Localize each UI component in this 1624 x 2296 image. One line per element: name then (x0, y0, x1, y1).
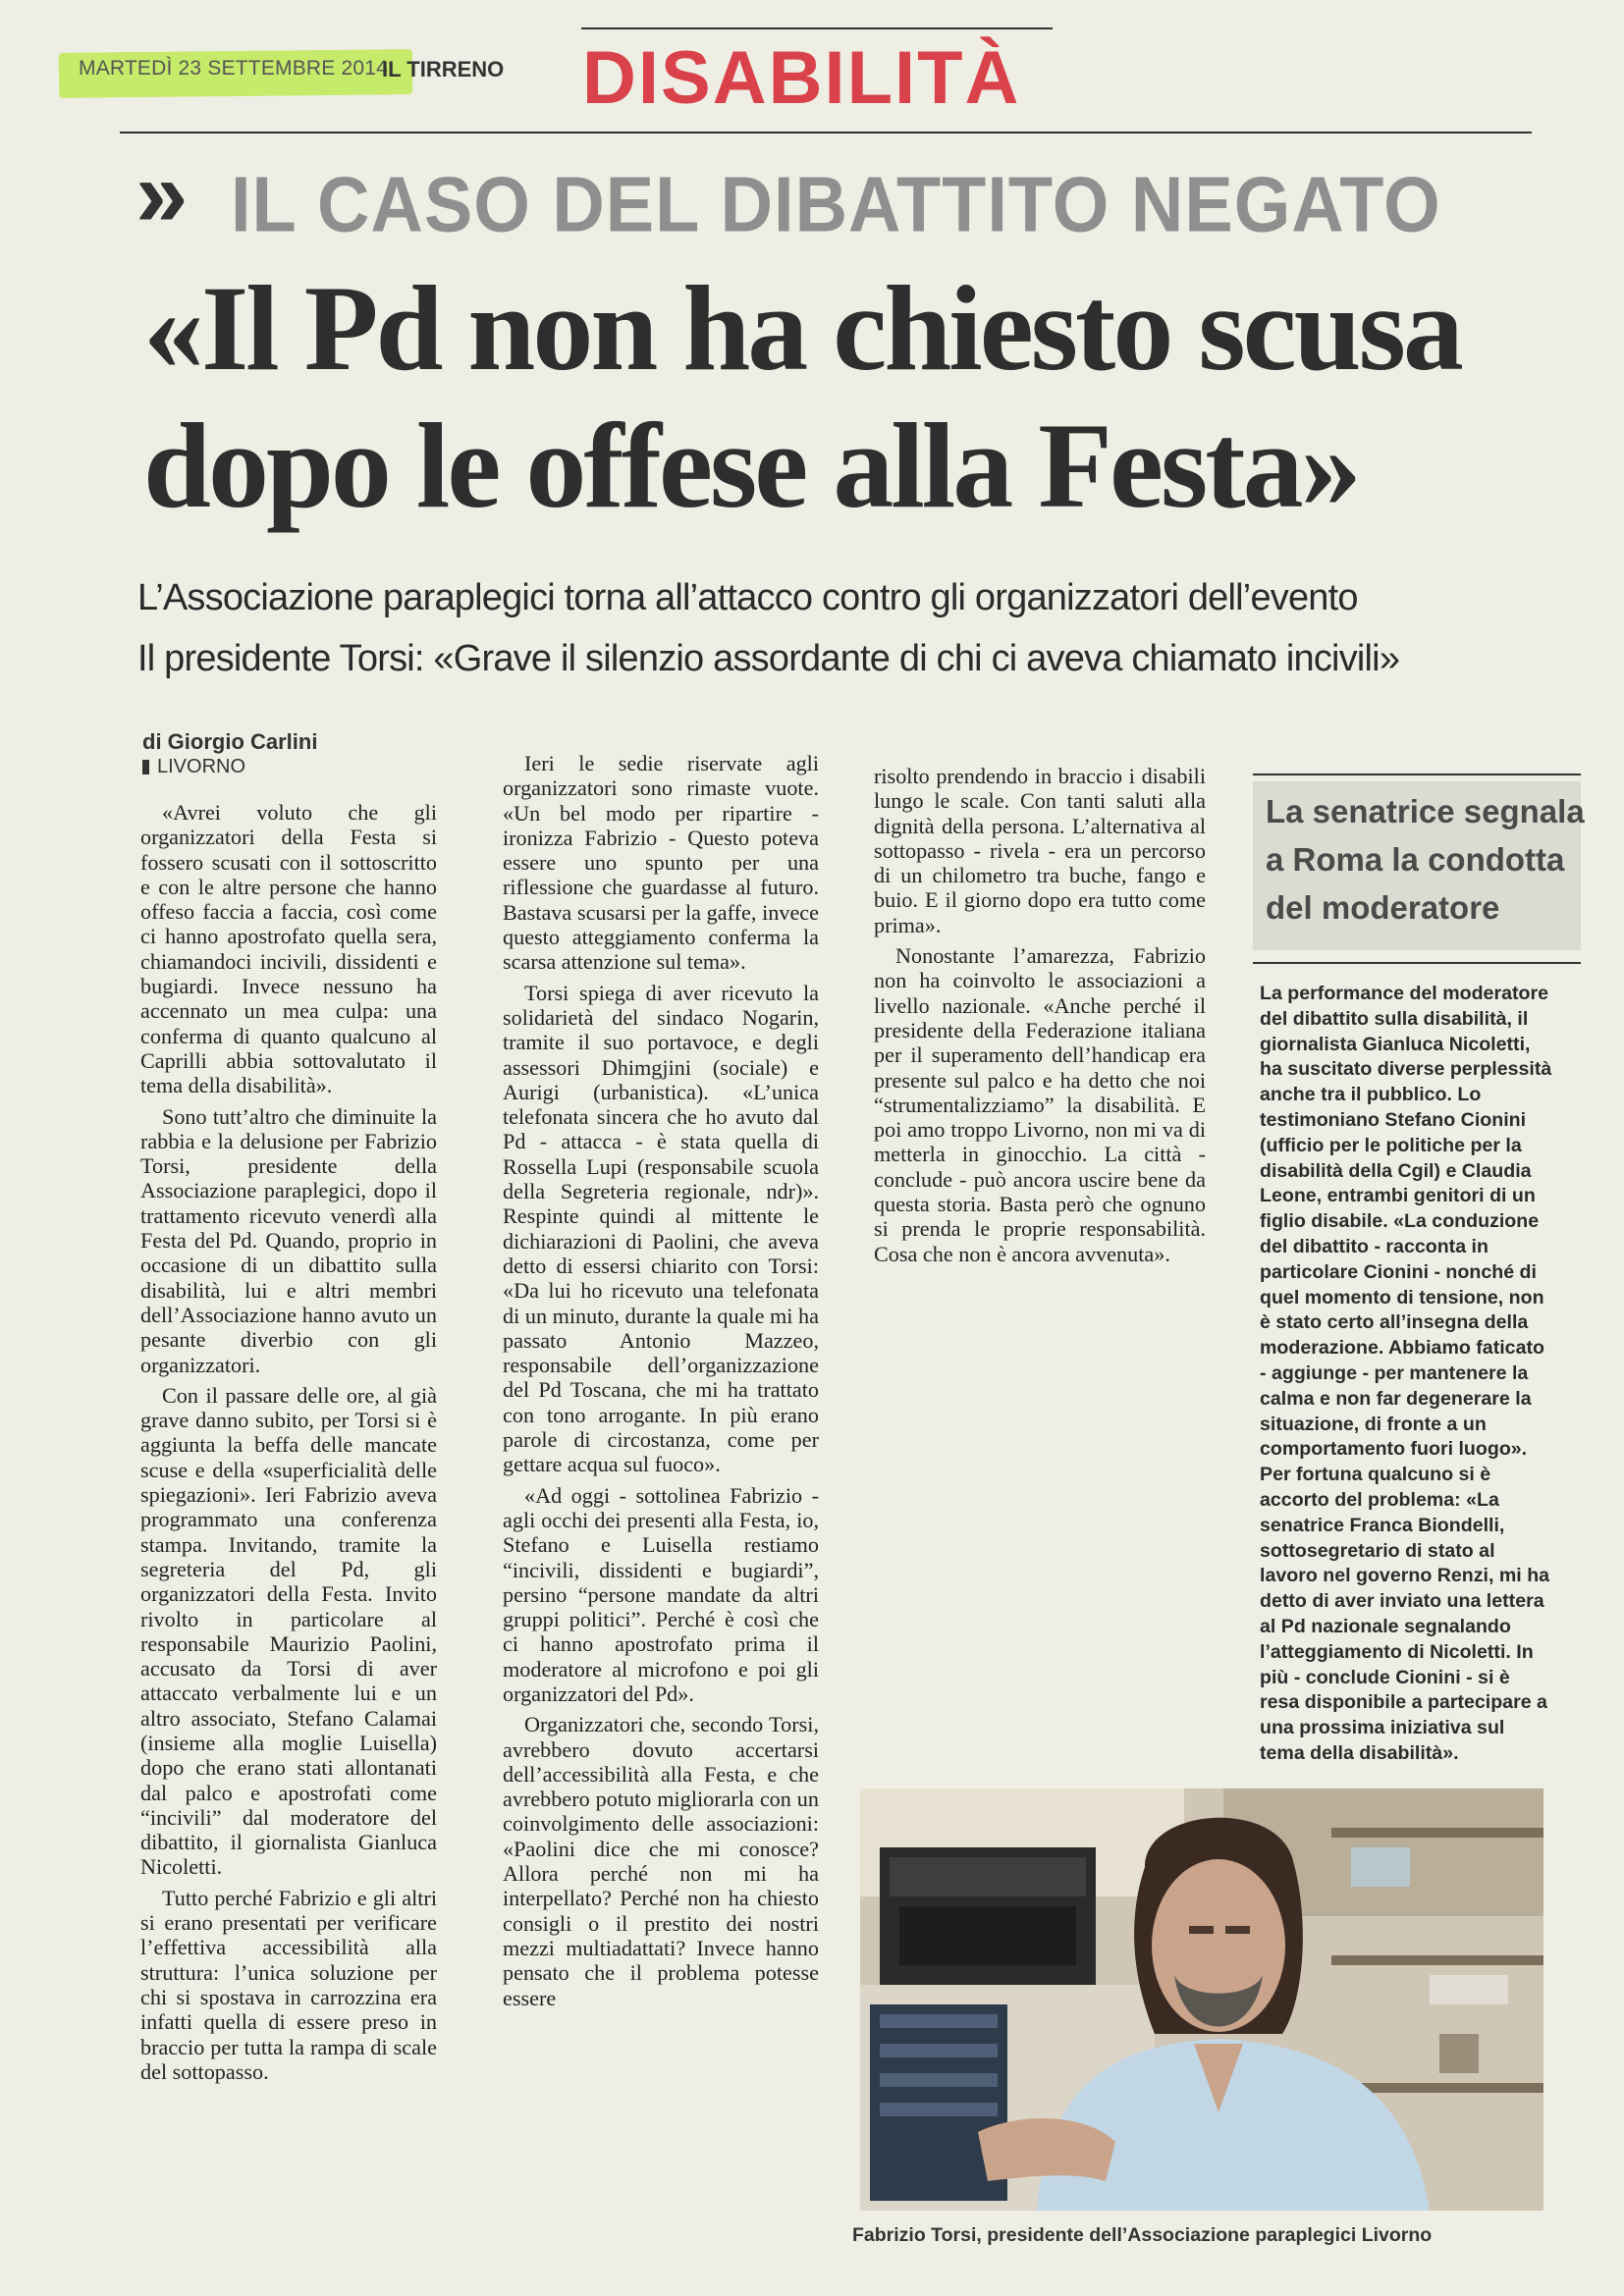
article-column-2 (503, 751, 819, 2010)
photo (860, 1789, 1543, 2211)
sidebar-title-box (1253, 781, 1585, 950)
sidebar-title-line-1: La senatrice segnala (1266, 793, 1585, 829)
sidebar-title-line-3: del moderatore (1266, 889, 1500, 926)
paragraph: Tutto perché Fabrizio e gli altri si erano presentati per verificare l’effettiva accessibilità alla struttura: l’unica soluzione per chi si spostava in carrozzina era infatti quella di essere preso in braccio per tutta la rampa di scale del sottopasso. (140, 1885, 437, 2084)
subhead-line-2: Il presidente Torsi: «Grave il silenzio assordante di chi ci aveva chiamato incivili» (137, 638, 1400, 679)
dateline: LIVORNO (157, 756, 246, 777)
paragraph: Torsi spiega di aver ricevuto la solidarietà del sindaco Nogarin, tramite il suo portavoce, e degli assessori Dhimgjini (sociale) e Aurigi (urbanistica). «L’unica telefonata sincera che ho avuto dal Pd - attacca - è stata quella di Rossella Lupi (responsabile scuola della Segreteria regionale, ndr)». Respinte quindi al mittente le dichiarazioni di Paolini, che aveva detto di essersi chiarito con Torsi: «Da lui ho ricevuto una telefonata di un minuto, durante la quale mi ha passato Antonio Mazzeo, responsabile dell’organizzazione del Pd Toscana, che mi ha trattato con tono arrogante. In più erano parole di circostanza, come per gettare acqua sul fuoco». (503, 980, 819, 1477)
paragraph: Nonostante l’amarezza, Fabrizio non ha coinvolto le associazioni a livello nazionale. «Anche perché il presidente della Federazione italiana per il superamento dell’handicap era presente sul palco e ha detto che noi “strumentalizziamo” la disabilità. E poi amo troppo Livorno, non mi va di metterla in ginocchio. La città - conclude - può ancora uscire bene da questa storia. Basta però che ognuno si prenda le proprie responsabilità. Cosa che non è ancora avvenuta». (874, 943, 1206, 1266)
paragraph: «Avrei voluto che gli organizzatori della Festa si fossero scusati con il sottoscritto e con le altre persone che hanno offeso faccia a faccia, così come ci hanno apostrofato quella sera, chiamandoci incivili, dissidenti e bugiardi. Invece nessuno ha accennato un mea culpa: una conferma di quanto qualcuno al Caprilli abbia sottovalutato il tema della disabilità». (140, 800, 437, 1098)
publication-date: MARTEDÌ 23 SETTEMBRE 2014 (79, 57, 389, 80)
section-title: DISABILITÀ (582, 36, 1021, 120)
subhead-line-1: L’Associazione paraplegici torna all’attacco contro gli organizzatori dell’evento (137, 577, 1358, 618)
article-column-1 (140, 800, 437, 2084)
byline: di Giorgio Carlini (142, 729, 318, 754)
sidebar-bottom-rule (1253, 962, 1581, 964)
newspaper-name: IL TIRRENO (382, 57, 505, 81)
kicker: IL CASO DEL DIBATTITO NEGATO (231, 160, 1441, 248)
dateline-marker (142, 760, 149, 774)
header-rule (120, 132, 1532, 133)
headline-line-2: dopo le offese alla Festa» (143, 399, 1359, 533)
paragraph: Con il passare delle ore, al già grave danno subito, per Torsi si è aggiunta la beffa delle mancate scuse e della «superficialità delle spiegazioni». Ieri Fabrizio aveva programmato una conferenza stampa. Invitando, tramite la segreteria del Pd, gli organizzatori della Festa. Invito rivolto in particolare al responsabile Maurizio Paolini, accusato da Torsi di aver attaccato verbalmente lui e un altro associato, Stefano Calamai (insieme alla moglie Luisella) dopo che erano stati allontanati dal palco e apostrofati come “incivili” dal moderatore del dibattito, il giornalista Gianluca Nicoletti. (140, 1382, 437, 1880)
paragraph: Ieri le sedie riservate agli organizzatori sono rimaste vuote. «Un bel modo per ripartire - ironizza Fabrizio - Questo poteva essere uno spunto per una riflessione che guardasse al futuro. Bastava scusarsi per la gaffe, invece questo atteggiamento conferma la scarsa attenzione sul tema». (503, 751, 819, 975)
paragraph: Organizzatori che, secondo Torsi, avrebbero dovuto accertarsi dell’accessibilità alla Festa, e che avrebbero potuto migliorarla con un coinvolgimento delle associazioni: «Paolini dice che mi conosce? Allora perché non mi ha interpellato? Perché non ha chiesto consigli o il prestito dei nostri mezzi multiadattati? Invece hanno pensato che il problema potesse essere (503, 1712, 819, 2010)
photo-caption: Fabrizio Torsi, presidente dell’Associazione paraplegici Livorno (852, 2224, 1433, 2246)
paragraph: «Ad oggi - sottolinea Fabrizio - agli occhi dei presenti alla Festa, io, Stefano e Luisella restiamo “incivili, dissidenti e bugiardi”, persino “persone mandate da altri gruppi politici”. Perché è così che ci hanno apostrofato prima il moderatore al microfono e poi gli organizzatori del Pd». (503, 1482, 819, 1706)
article-column-3 (874, 764, 1206, 1266)
sidebar-top-rule (1253, 774, 1581, 775)
sidebar-body: La performance del moderatore del dibattito sulla disabilità, il giornalista Gianluca Nicoletti, ha suscitato diverse perplessità anche tra il pubblico. Lo testimoniano Stefano Cionini (ufficio per le politiche per la disabilità della Cgil) e Claudia Leone, entrambi genitori di un figlio disabile. «La conduzione del dibattito - racconta in particolare Cionini - nonché di quel momento di tensione, non è stato certo all’insegna della moderazione. Abbiamo faticato - aggiunge - per mantenere la calma e non far degenerare la situazione, di fronte a un comportamento fuori luogo». Per fortuna qualcuno si è accorto del problema: «La senatrice Franca Biondelli, sottosegretario di stato al lavoro nel governo Renzi, mi ha detto di aver inviato una lettera al Pd nazionale segnalando l’atteggiamento di Nicoletti. In più - conclude Cionini - si è resa disponibile a partecipare a una prossima iniziativa sul tema della disabilità». (1260, 983, 1552, 1764)
sidebar-title-line-2: a Roma la condotta (1266, 841, 1565, 878)
paragraph: risolto prendendo in braccio i disabili lungo le scale. Con tanti saluti alla dignità della persona. L’alternativa al sottopasso - rivela - era un percorso di un chilometro tra buche, fango e buio. E il giorno dopo era tutto come prima». (874, 764, 1206, 937)
paragraph: Sono tutt’altro che diminuite la rabbia e la delusione per Fabrizio Torsi, presidente della Associazione paraplegici, dopo il trattamento ricevuto venerdì alla Festa del Pd. Quando, proprio in occasione di un dibattito sulla disabilità, lui e altri membri dell’Associazione hanno avuto un pesante diverbio con gli organizzatori. (140, 1103, 437, 1377)
top-rule (581, 27, 1053, 29)
photo-illustration (860, 1789, 1543, 2211)
kicker-marker: » (135, 141, 189, 246)
headline-line-1: «Il Pd non ha chiesto scusa (143, 261, 1461, 396)
